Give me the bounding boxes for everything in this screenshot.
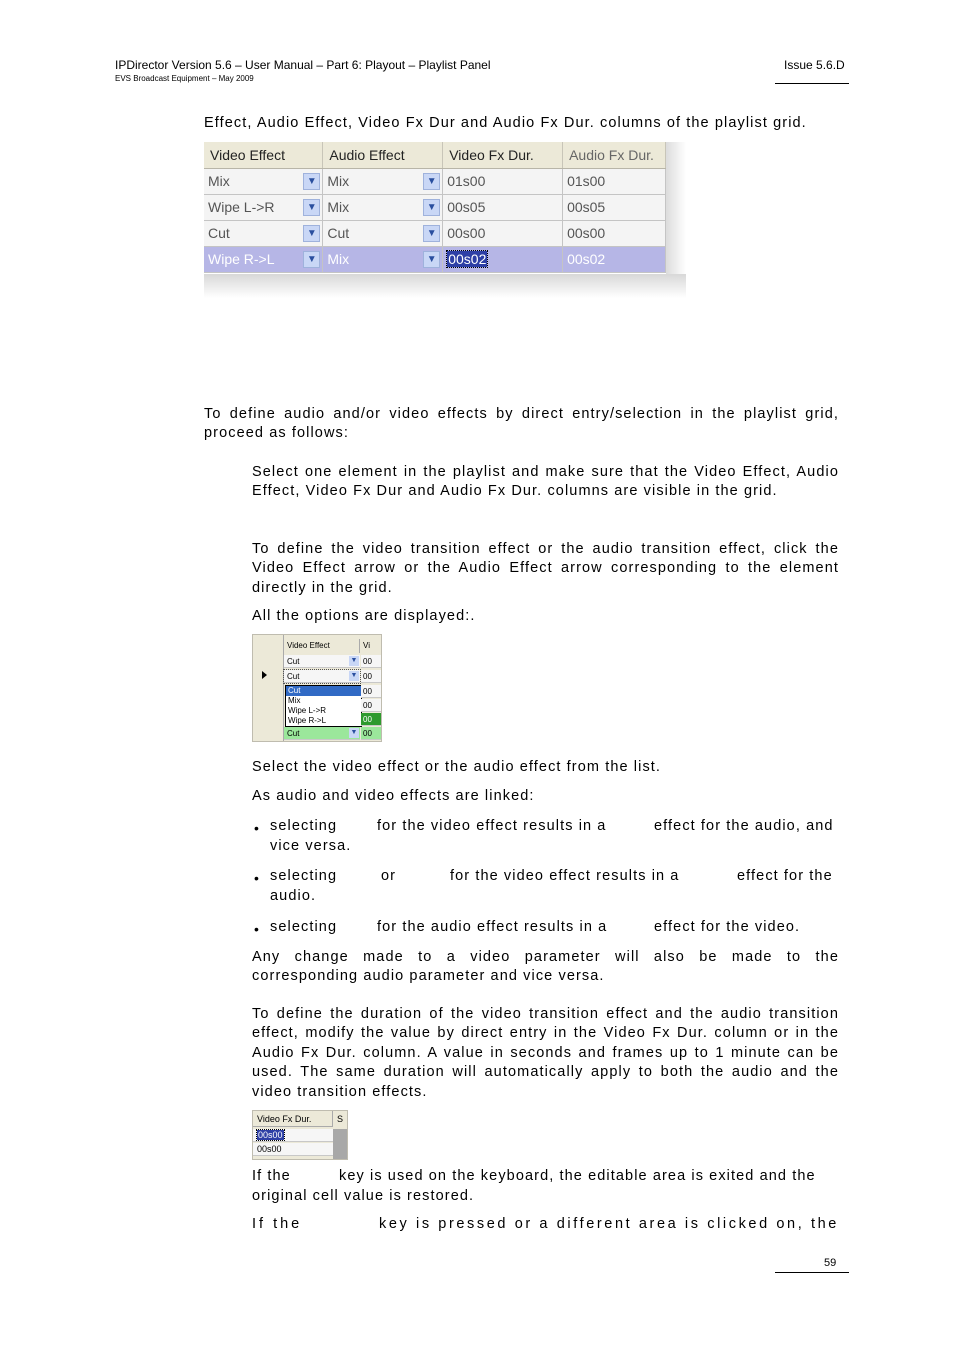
col2-cell: 00 <box>361 670 381 683</box>
bullet-2-part-d: effect for the <box>737 868 833 884</box>
duration-screenshot <box>252 1110 348 1160</box>
col-video-fx-dur: Video Fx Dur. <box>443 142 563 168</box>
dropdown-header-2: Vi <box>363 641 370 650</box>
playlist-grid-screenshot <box>204 142 686 298</box>
bullet-icon: • <box>254 870 259 886</box>
dropdown-row[interactable] <box>284 727 360 740</box>
table-row[interactable] <box>204 220 666 246</box>
header-rule <box>775 83 849 84</box>
table-row[interactable] <box>204 194 666 220</box>
col2-cell: 00 <box>361 727 381 740</box>
header-subtitle: EVS Broadcast Equipment – May 2009 <box>115 74 254 83</box>
bullet-2-part-a: selecting <box>270 868 338 884</box>
dropdown-row-value: Cut <box>287 657 300 666</box>
chevron-down-icon[interactable]: ▼ <box>350 657 358 664</box>
para-define: To define audio and/or video effects by direct entry/selection in the playlist grid, proceed as follows: <box>204 406 839 442</box>
video-effect-value: Mix <box>208 173 230 189</box>
bullet-1-part-a: selecting <box>270 818 338 834</box>
bullet-2-part-c: for the video effect results in a <box>450 868 680 884</box>
bullet-icon: • <box>254 820 259 836</box>
dropdown-header: Video Effect <box>284 639 360 653</box>
bullet-3-part-c: effect for the video. <box>654 919 801 935</box>
duration-cell[interactable]: 00s00 <box>253 1143 333 1156</box>
duration-text: To define the duration of the video transition effect and the audio transition effect, modify the value by direct entry in the Video Fx Dur. column or in the Audio Fx Dur. column. A value in seconds and frames up to 1 minute can be used. The same duration will automatically apply to both the audio and the video transition effects. <box>252 1006 839 1100</box>
video-fx-dur-value[interactable]: 00s00 <box>443 220 563 246</box>
esc-part-c: original cell value is restored. <box>252 1188 475 1204</box>
video-fx-dur-value[interactable]: 00s05 <box>443 194 563 220</box>
esc-part-b: key is used on the keyboard, the editable area is exited and the <box>339 1168 816 1184</box>
audio-effect-value: Cut <box>327 225 350 241</box>
scroll-strip <box>333 1129 347 1159</box>
col-audio-effect: Audio Effect <box>323 142 443 168</box>
duration-edit-field[interactable]: 00s00 <box>258 1130 283 1140</box>
bullet-2-part-e: audio. <box>270 888 317 904</box>
chevron-down-icon[interactable]: ▼ <box>303 225 320 242</box>
intro-line: Effect, Audio Effect, Video Fx Dur and Audio Fx Dur. columns of the playlist grid. <box>204 115 807 131</box>
chevron-down-icon[interactable]: ▼ <box>423 199 440 216</box>
step-2b-text: All the options are displayed:. <box>252 608 476 624</box>
video-effect-value: Cut <box>208 225 230 241</box>
dropdown-row-value: Cut <box>287 729 300 738</box>
any-change-text: Any change made to a video parameter will also be made to the corresponding audio parameter and vice versa. <box>252 949 839 985</box>
table-row-selected[interactable] <box>204 246 666 272</box>
bullet-1-part-b: for the video effect results in a <box>377 818 607 834</box>
audio-fx-dur-value[interactable]: 00s00 <box>563 220 666 246</box>
audio-fx-dur-value[interactable]: 00s02 <box>563 246 666 272</box>
video-effect-value: Wipe R->L <box>208 251 275 267</box>
video-fx-dur-edit-field[interactable]: 00s02 <box>448 251 487 267</box>
bullet-3-part-a: selecting <box>270 919 338 935</box>
dropdown-options-list[interactable] <box>285 685 362 727</box>
chevron-down-icon[interactable]: ▼ <box>303 173 320 190</box>
bullet-icon: • <box>254 921 259 937</box>
enter-part-b: key is pressed or a different area is clicked on, the <box>379 1216 839 1232</box>
grid-header-row <box>204 142 666 168</box>
col2-cell: 00 <box>361 655 381 668</box>
chevron-down-icon[interactable]: ▼ <box>423 225 440 242</box>
col2-cell: 00 <box>361 699 381 712</box>
linked-intro: As audio and video effects are linked: <box>252 788 535 804</box>
bullet-1-part-c: effect for the audio, and <box>654 818 834 834</box>
audio-effect-value: Mix <box>327 173 350 189</box>
dropdown-row-active[interactable] <box>284 670 360 683</box>
page-number: 59 <box>824 1257 837 1269</box>
step-2-text: To define the video transition effect or the audio transition effect, click the Video Effect arrow or the Audio Effect arrow corresponding to the element directly in the grid. <box>252 541 839 596</box>
duration-header: Video Fx Dur. <box>253 1111 333 1127</box>
duration-header-2: S <box>337 1114 344 1124</box>
audio-effect-value: Mix <box>327 199 350 215</box>
dropdown-option[interactable]: Wipe R->L <box>288 716 327 725</box>
header-issue: Issue 5.6.D <box>784 58 845 72</box>
chevron-down-icon[interactable]: ▼ <box>350 729 358 736</box>
step-3-text: Select the video effect or the audio effect from the list. <box>252 759 662 775</box>
esc-part-a: If the <box>252 1168 291 1184</box>
step-1-text: Select one element in the playlist and make sure that the Video Effect, Audio Effect, Video Fx Dur and Audio Fx Dur. columns are visible in the grid. <box>252 464 839 500</box>
dropdown-option[interactable]: Wipe L->R <box>288 706 327 715</box>
row-pointer-icon <box>262 671 267 679</box>
col-video-effect: Video Effect <box>204 142 323 168</box>
bullet-3-part-b: for the audio effect results in a <box>377 919 608 935</box>
chevron-down-icon[interactable]: ▼ <box>303 251 320 268</box>
dropdown-screenshot <box>252 634 382 742</box>
col2-cell: 00 <box>361 685 381 698</box>
dropdown-row[interactable] <box>284 655 360 668</box>
bullet-2-part-b: or <box>381 868 397 884</box>
footer-rule <box>775 1272 849 1273</box>
playlist-grid <box>204 142 666 273</box>
audio-effect-value: Mix <box>327 251 350 267</box>
chevron-down-icon[interactable]: ▼ <box>423 173 440 190</box>
chevron-down-icon[interactable]: ▼ <box>423 251 440 268</box>
chevron-down-icon[interactable]: ▼ <box>303 199 320 216</box>
audio-fx-dur-value[interactable]: 00s05 <box>563 194 666 220</box>
video-fx-dur-value[interactable]: 01s00 <box>443 168 563 194</box>
row-header-column <box>253 635 284 741</box>
audio-fx-dur-value[interactable]: 01s00 <box>563 168 666 194</box>
shadow-bottom <box>204 274 686 298</box>
table-row[interactable] <box>204 168 666 194</box>
enter-part-a: If the <box>252 1216 303 1232</box>
bullet-1-part-d: vice versa. <box>270 838 352 854</box>
dropdown-option[interactable]: Cut <box>286 686 361 696</box>
video-effect-value: Wipe L->R <box>208 199 275 215</box>
dropdown-option[interactable]: Mix <box>288 696 301 705</box>
shadow-right <box>666 142 686 274</box>
dropdown-row-value: Cut <box>287 672 300 681</box>
col2-cell: 00 <box>361 713 381 726</box>
chevron-down-icon[interactable]: ▼ <box>350 672 358 679</box>
header-title: IPDirector Version 5.6 – User Manual – Part 6: Playout – Playlist Panel <box>115 58 491 72</box>
col-audio-fx-dur: Audio Fx Dur. <box>563 142 666 168</box>
